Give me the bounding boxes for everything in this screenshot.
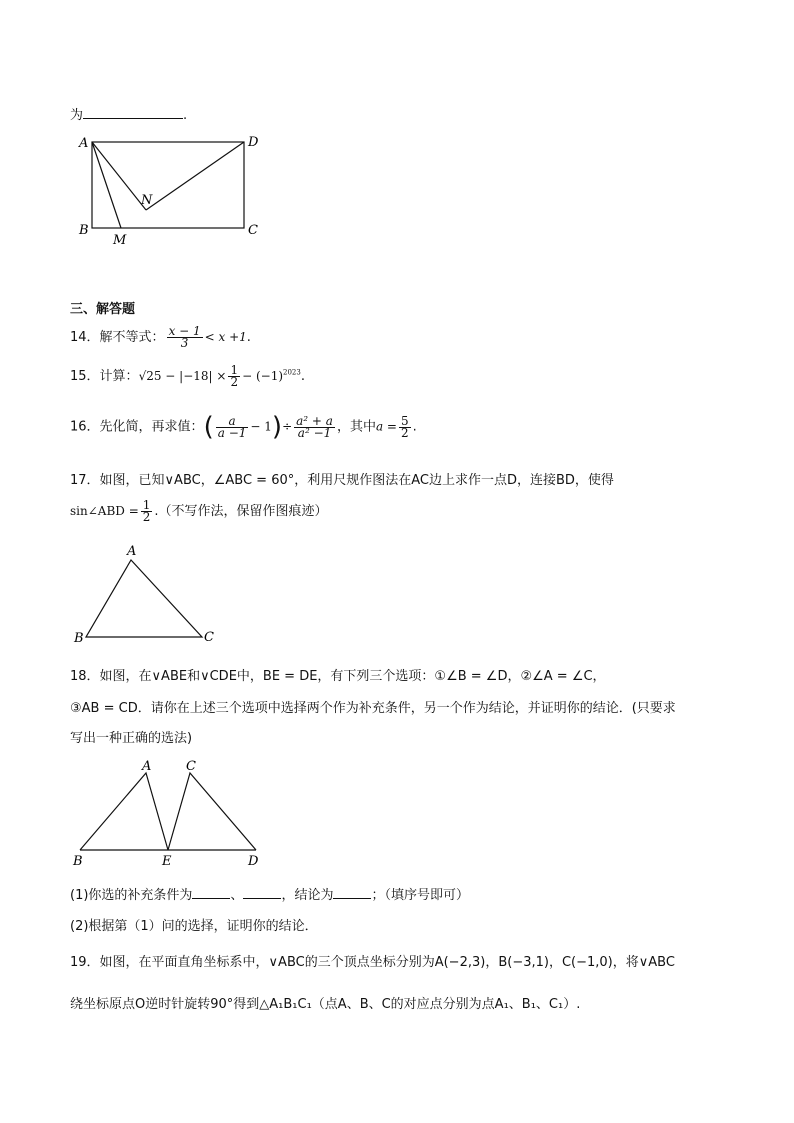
question-18-line-2: ③AB = CD．请你在上述三个选项中选择两个作为补充条件，另一个作为结论，并证明你的结论．(只要求 — [70, 701, 676, 716]
question-19-line-1 — [70, 951, 675, 970]
q14-frac-num: x − 1 — [168, 324, 201, 338]
q15-end: . — [300, 369, 305, 384]
q18-sub1-a: (1)你选的补充条件为 — [70, 888, 193, 903]
two-triangles-figure — [70, 755, 270, 870]
q16-fraction-2 — [294, 413, 335, 440]
q16-f1-num: a — [216, 416, 249, 428]
label-a: A — [79, 136, 89, 151]
q16-f2-num: a² + a — [296, 413, 333, 428]
q18-blank-2[interactable] — [243, 886, 281, 899]
q16-f3-den: 2 — [400, 425, 409, 440]
q16-paren-close: ) — [271, 412, 283, 442]
q18-blank-1[interactable] — [192, 886, 230, 899]
q16-f2-den: a² −1 — [297, 425, 332, 440]
q16-f1-den: a −1 — [217, 425, 247, 440]
q19-line1: 如图，在平面直角坐标系中，∨ABC的三个顶点坐标分别为A(−2,3)，B(−3,1)，C(−1,0)，将∨ABC — [99, 955, 675, 970]
prev-answer-line — [70, 104, 187, 123]
q16-where: ，其中 — [336, 419, 376, 435]
question-17-line-2 — [70, 500, 328, 523]
q18-blank-3[interactable] — [333, 886, 371, 899]
label-m: M — [113, 233, 127, 248]
q17-frac-num: 1 — [142, 498, 151, 512]
q17-number: 17． — [70, 473, 100, 488]
segment-nd — [146, 142, 244, 210]
q15-fraction — [228, 365, 240, 388]
q16-number: 16． — [70, 419, 100, 435]
q16-end: . — [412, 419, 417, 435]
q15-frac-num: 1 — [230, 363, 239, 377]
question-18-line-1 — [70, 665, 606, 684]
question-15 — [70, 365, 305, 388]
q15-number: 15． — [70, 369, 100, 384]
q19-number: 19． — [70, 955, 100, 970]
q16-f3-num: 5 — [400, 413, 409, 428]
prev-end: . — [183, 108, 188, 123]
q18-sub1-d: ；（填序号即可） — [371, 888, 469, 903]
triangle-abe — [80, 773, 168, 850]
question-16 — [70, 412, 417, 442]
q18-line1: 如图，在∨ABE和∨CDE中，BE = DE，有下列三个选项：①∠B = ∠D，②∠A = ∠C， — [99, 669, 606, 684]
tri-label-b: B — [74, 631, 84, 646]
q17-sin: sin∠ABD = — [70, 504, 139, 518]
q15-frac-den: 2 — [230, 375, 239, 389]
q18-sub1-b: 、 — [230, 888, 244, 903]
triangle-cde — [168, 773, 256, 850]
q17-line2b: .（不写作法，保留作图痕迹） — [154, 504, 328, 519]
q16-divide: ÷ — [282, 419, 293, 434]
q15-expr1: √25 − |−18| × — [138, 369, 227, 383]
q16-text: 先化简，再求值： — [99, 419, 204, 435]
q16-paren-open: ( — [203, 412, 214, 442]
q17-frac-den: 2 — [142, 510, 151, 524]
section-title: 三、解答题 — [70, 302, 136, 317]
two-label-d: D — [248, 854, 259, 869]
rectangle-figure — [70, 130, 270, 250]
two-label-a: A — [142, 759, 152, 774]
label-n: N — [141, 193, 153, 208]
prev-lead: 为 — [70, 108, 84, 123]
triangle-abc — [86, 560, 202, 637]
q16-minus-one: − 1 — [250, 419, 272, 434]
label-d: D — [248, 135, 259, 150]
two-label-b: B — [73, 854, 83, 869]
tri-label-a: A — [127, 544, 137, 559]
triangle-figure — [70, 540, 230, 650]
rect-abcd — [92, 142, 244, 228]
segment-am — [92, 142, 121, 228]
q14-rest: < x +1 — [204, 330, 247, 344]
question-19-line-2: 绕坐标原点O逆时针旋转90°得到△A₁B₁C₁（点A、B、C的对应点分别为点A₁、B₁、C₁）. — [70, 997, 581, 1012]
q15-expr2: − (−1) — [242, 369, 284, 383]
q17-line1: 如图，已知∨ABC，∠ABC = 60°，利用尺规作图法在AC边上求作一点D，连接BD，使得 — [99, 473, 614, 488]
q16-a-eq: a = — [375, 419, 397, 434]
q14-text: 解不等式： — [99, 330, 165, 345]
question-14 — [70, 326, 251, 349]
tri-label-c: C — [204, 630, 214, 645]
q18-sub-2: (2)根据第（1）问的选择，证明你的结论． — [70, 919, 318, 934]
q14-number: 14． — [70, 330, 100, 345]
label-c: C — [248, 223, 258, 238]
q18-sub1-c: ，结论为 — [281, 888, 334, 903]
q18-number: 18． — [70, 669, 100, 684]
q18-sub-1 — [70, 884, 469, 903]
q15-exponent: 2023 — [283, 368, 301, 377]
two-label-e: E — [162, 854, 172, 869]
q16-fraction-3 — [399, 413, 411, 440]
q15-text: 计算： — [99, 369, 139, 384]
q14-end: . — [246, 330, 251, 345]
segment-an — [92, 142, 146, 210]
q14-frac-den: 3 — [180, 336, 189, 350]
question-17-line-1 — [70, 469, 614, 488]
prev-answer-blank[interactable] — [83, 106, 183, 119]
question-18-line-3: 写出一种正确的选法) — [70, 731, 193, 746]
q16-fraction-1 — [216, 413, 249, 440]
two-label-c: C — [186, 759, 196, 774]
label-b: B — [79, 223, 89, 238]
q14-fraction — [167, 326, 203, 349]
q17-fraction — [141, 500, 153, 523]
